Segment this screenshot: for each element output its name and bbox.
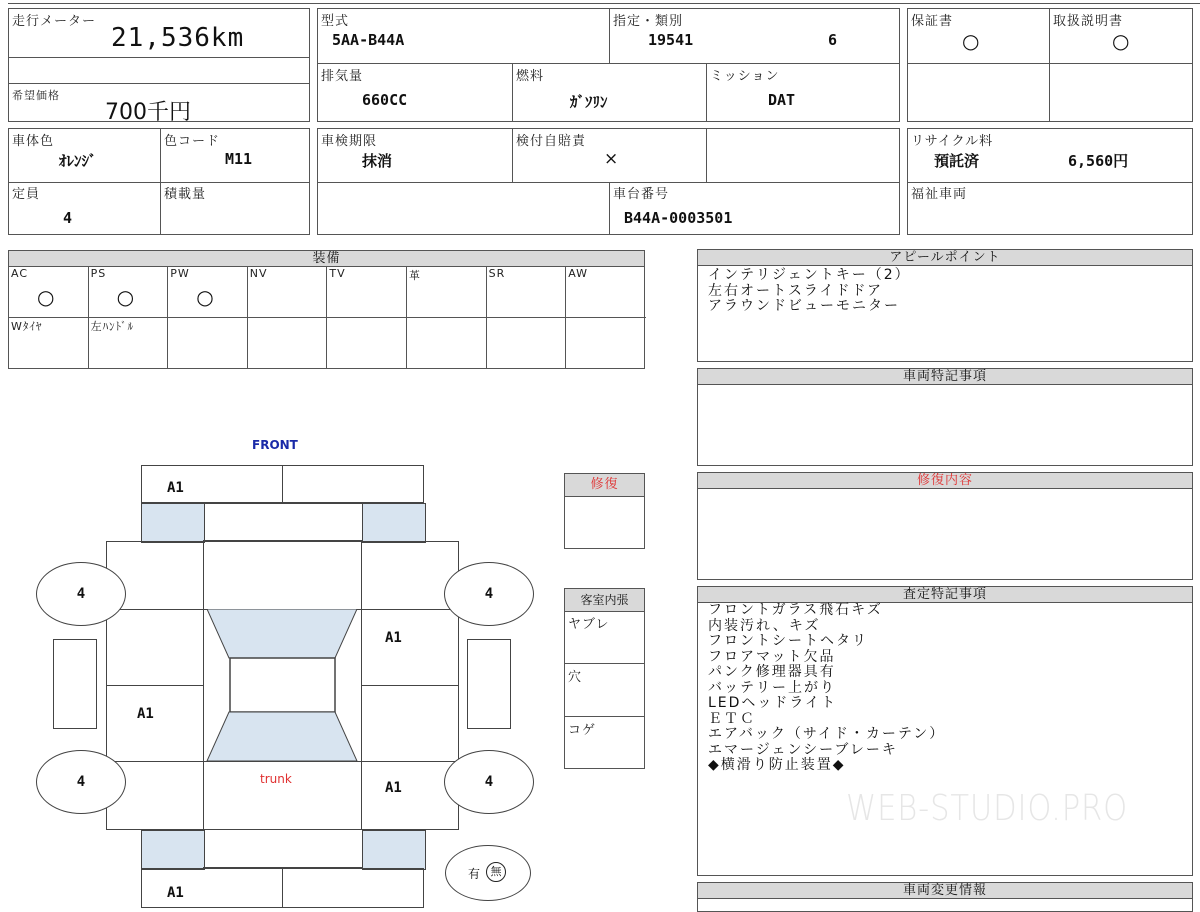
equipment-cell bbox=[566, 318, 646, 369]
color-capacity-box bbox=[8, 128, 310, 235]
equipment-label: 革 bbox=[409, 269, 421, 282]
load-label: 積載量 bbox=[164, 187, 207, 202]
damage-mark: A1 bbox=[385, 630, 402, 646]
warranty-label: 保証書 bbox=[911, 14, 954, 29]
price-label: 希望価格 bbox=[12, 89, 60, 102]
assessment-lines bbox=[708, 603, 945, 774]
interior-title: 客室内張 bbox=[565, 589, 644, 612]
change-info-panel bbox=[697, 882, 1193, 912]
equipment-label: AC bbox=[11, 267, 29, 280]
interior-item: 穴 bbox=[568, 670, 583, 685]
recycle-label: リサイクル料 bbox=[911, 134, 994, 149]
equipment-cell bbox=[168, 267, 248, 318]
repair-details-title: 修復内容 bbox=[698, 473, 1192, 489]
recycle-status: 預託済 bbox=[934, 152, 980, 170]
color-code-label: 色コード bbox=[164, 134, 221, 149]
warranty-mark: ○ bbox=[962, 29, 980, 53]
equipment-cell bbox=[407, 318, 487, 369]
mileage-price-box bbox=[8, 8, 310, 125]
front-bumper bbox=[141, 465, 283, 503]
interior-item: コゲ bbox=[568, 723, 597, 738]
equipment-cell bbox=[248, 318, 328, 369]
watermark: WEB-STUDIO.PRO bbox=[846, 788, 1129, 829]
interior-box bbox=[564, 588, 645, 769]
divider bbox=[361, 685, 459, 686]
tire-front-right: 4 bbox=[444, 562, 534, 626]
inspection-label: 車検期限 bbox=[321, 134, 378, 149]
assessment-panel bbox=[697, 586, 1193, 876]
equipment-mark: ○ bbox=[37, 285, 55, 309]
recycle-amount: 6,560円 bbox=[1068, 152, 1129, 170]
rear-light-left bbox=[141, 830, 205, 870]
rear-glass bbox=[207, 712, 357, 761]
equipment-cell bbox=[487, 318, 567, 369]
chassis-value: B44A-0003501 bbox=[624, 209, 733, 227]
equipment-label: SR bbox=[488, 267, 506, 280]
documents-box bbox=[907, 8, 1193, 122]
displacement-value: 660CC bbox=[362, 91, 408, 109]
note-line: フロントガラス飛石キズ bbox=[708, 602, 883, 618]
manual-label: 取扱説明書 bbox=[1053, 14, 1124, 29]
repair-details-panel bbox=[697, 472, 1193, 580]
note-line: 左右オートスライドドア bbox=[708, 282, 884, 299]
capacity-value: 4 bbox=[63, 209, 73, 227]
divider bbox=[565, 663, 644, 664]
appeal-title: アピールポイント bbox=[698, 250, 1192, 266]
inspection-box bbox=[317, 128, 900, 235]
note-line: フロアマット欠品 bbox=[708, 648, 836, 665]
note-line: フロントシートヘタリ bbox=[708, 633, 868, 649]
divider bbox=[512, 129, 513, 182]
front-light-right bbox=[362, 503, 426, 543]
equipment-cell bbox=[89, 318, 169, 369]
tire-front-left: 4 bbox=[36, 562, 126, 626]
divider bbox=[512, 63, 513, 121]
damage-mark: A1 bbox=[167, 885, 184, 901]
trunk-label: trunk bbox=[260, 772, 292, 786]
rear-light-right bbox=[362, 830, 426, 870]
equipment-label: Wﾀｲﾔ bbox=[11, 320, 43, 333]
special-notes-panel bbox=[697, 368, 1193, 466]
equipment-cell bbox=[487, 267, 567, 318]
mirror-right bbox=[467, 639, 511, 729]
equipment-label: PS bbox=[90, 267, 107, 280]
insurance-label: 検付自賠責 bbox=[516, 134, 587, 149]
fuel-label: 燃料 bbox=[516, 69, 545, 84]
divider bbox=[706, 129, 707, 182]
divider bbox=[106, 761, 459, 762]
equipment-label: TV bbox=[329, 267, 346, 280]
equipment-mark: ○ bbox=[196, 285, 214, 309]
special-notes-title: 車両特記事項 bbox=[698, 369, 1192, 385]
equipment-cell bbox=[89, 267, 169, 318]
mirror-left bbox=[53, 639, 97, 729]
equipment-table bbox=[8, 250, 645, 369]
inspection-value: 抹消 bbox=[362, 152, 393, 170]
note-line: エアバック（サイド・カーテン） bbox=[708, 726, 946, 742]
note-line: インテリジェントキー（2） bbox=[708, 267, 911, 283]
spare-tire bbox=[445, 845, 531, 901]
chassis-label: 車台番号 bbox=[613, 187, 670, 202]
interior-item: ヤブレ bbox=[568, 617, 610, 632]
assessment-title: 査定特記事項 bbox=[698, 587, 1192, 603]
recycle-box bbox=[907, 128, 1193, 235]
insurance-value: × bbox=[604, 149, 619, 169]
equipment-grid bbox=[9, 267, 644, 368]
capacity-label: 定員 bbox=[12, 187, 41, 202]
equipment-label: AW bbox=[568, 267, 588, 280]
equipment-cell bbox=[327, 318, 407, 369]
displacement-label: 排気量 bbox=[321, 69, 364, 84]
appeal-panel bbox=[697, 249, 1193, 362]
designation-label: 指定・類別 bbox=[613, 14, 684, 29]
damage-mark: A1 bbox=[385, 780, 402, 796]
body-color-value: ｵﾚﾝｼﾞ bbox=[59, 152, 97, 170]
front-light-left bbox=[141, 503, 205, 543]
front-bumper-right bbox=[283, 465, 424, 503]
rear-bumper bbox=[141, 868, 283, 908]
equipment-cell bbox=[407, 267, 487, 318]
car-diagram bbox=[0, 430, 560, 900]
divider bbox=[9, 57, 309, 58]
price-value: 700千円 bbox=[105, 100, 191, 125]
equipment-title: 装備 bbox=[9, 251, 644, 267]
divider bbox=[9, 83, 309, 84]
divider bbox=[9, 182, 309, 183]
equipment-label: PW bbox=[170, 267, 190, 280]
repair-box-title: 修復 bbox=[565, 474, 644, 497]
color-code-value: M11 bbox=[225, 150, 253, 168]
mileage-label: 走行メーター bbox=[12, 14, 97, 29]
note-line: ＥＴＣ bbox=[708, 710, 756, 727]
model-label: 型式 bbox=[321, 14, 350, 29]
equipment-cell bbox=[566, 267, 646, 318]
top-edge-line bbox=[8, 0, 1200, 4]
divider bbox=[318, 63, 899, 64]
model-value: 5AA-B44A bbox=[332, 31, 405, 49]
damage-mark: A1 bbox=[167, 480, 184, 496]
appeal-lines bbox=[708, 268, 911, 315]
equipment-cell bbox=[168, 318, 248, 369]
spare-none-label: 無 bbox=[486, 862, 506, 882]
tire-rear-right: 4 bbox=[444, 750, 534, 814]
equipment-cell bbox=[248, 267, 328, 318]
divider bbox=[565, 716, 644, 717]
note-line: ◆横滑り防止装置◆ bbox=[708, 757, 846, 773]
note-line: 内装汚れ、キズ bbox=[708, 617, 821, 634]
trunk-bottom bbox=[203, 830, 362, 868]
front-label: FRONT bbox=[252, 438, 298, 452]
mileage-value: 21,536km bbox=[111, 23, 245, 53]
divider bbox=[106, 685, 203, 686]
model-box bbox=[317, 8, 900, 122]
note-line: LEDヘッドライト bbox=[708, 695, 838, 711]
spare-have-label: 有 bbox=[468, 867, 481, 881]
divider bbox=[706, 63, 707, 121]
equipment-mark: ○ bbox=[116, 285, 135, 309]
note-line: アラウンドビューモニター bbox=[708, 298, 900, 314]
divider bbox=[908, 63, 1192, 64]
equipment-cell bbox=[327, 267, 407, 318]
fuel-value: ｶﾞｿﾘﾝ bbox=[570, 93, 608, 111]
mission-label: ミッション bbox=[710, 69, 780, 84]
cabin-glass bbox=[203, 609, 361, 761]
hood-top bbox=[203, 503, 362, 541]
divider bbox=[609, 9, 610, 63]
mission-value: DAT bbox=[768, 91, 796, 109]
roof bbox=[230, 658, 335, 712]
equipment-cell bbox=[9, 318, 89, 369]
equipment-label: 左ﾊﾝﾄﾞﾙ bbox=[90, 320, 135, 333]
divider bbox=[1049, 9, 1050, 121]
manual-mark: ○ bbox=[1112, 29, 1130, 53]
rear-bumper-right bbox=[283, 868, 424, 908]
windshield bbox=[207, 609, 357, 658]
welfare-label: 福祉車両 bbox=[911, 187, 968, 202]
body-color-label: 車体色 bbox=[12, 134, 55, 149]
note-line: パンク修理器具有 bbox=[708, 664, 836, 680]
equipment-label: NV bbox=[249, 267, 268, 280]
tire-rear-left: 4 bbox=[36, 750, 126, 814]
repair-box bbox=[564, 473, 645, 549]
note-line: バッテリー上がり bbox=[708, 679, 836, 696]
designation-value-2: 6 bbox=[828, 31, 838, 49]
designation-value-1: 19541 bbox=[648, 31, 694, 49]
equipment-cell bbox=[9, 267, 89, 318]
change-info-title: 車両変更情報 bbox=[698, 883, 1192, 899]
note-line: エマージェンシーブレーキ bbox=[708, 741, 898, 758]
divider bbox=[609, 182, 610, 234]
damage-mark: A1 bbox=[137, 706, 154, 722]
